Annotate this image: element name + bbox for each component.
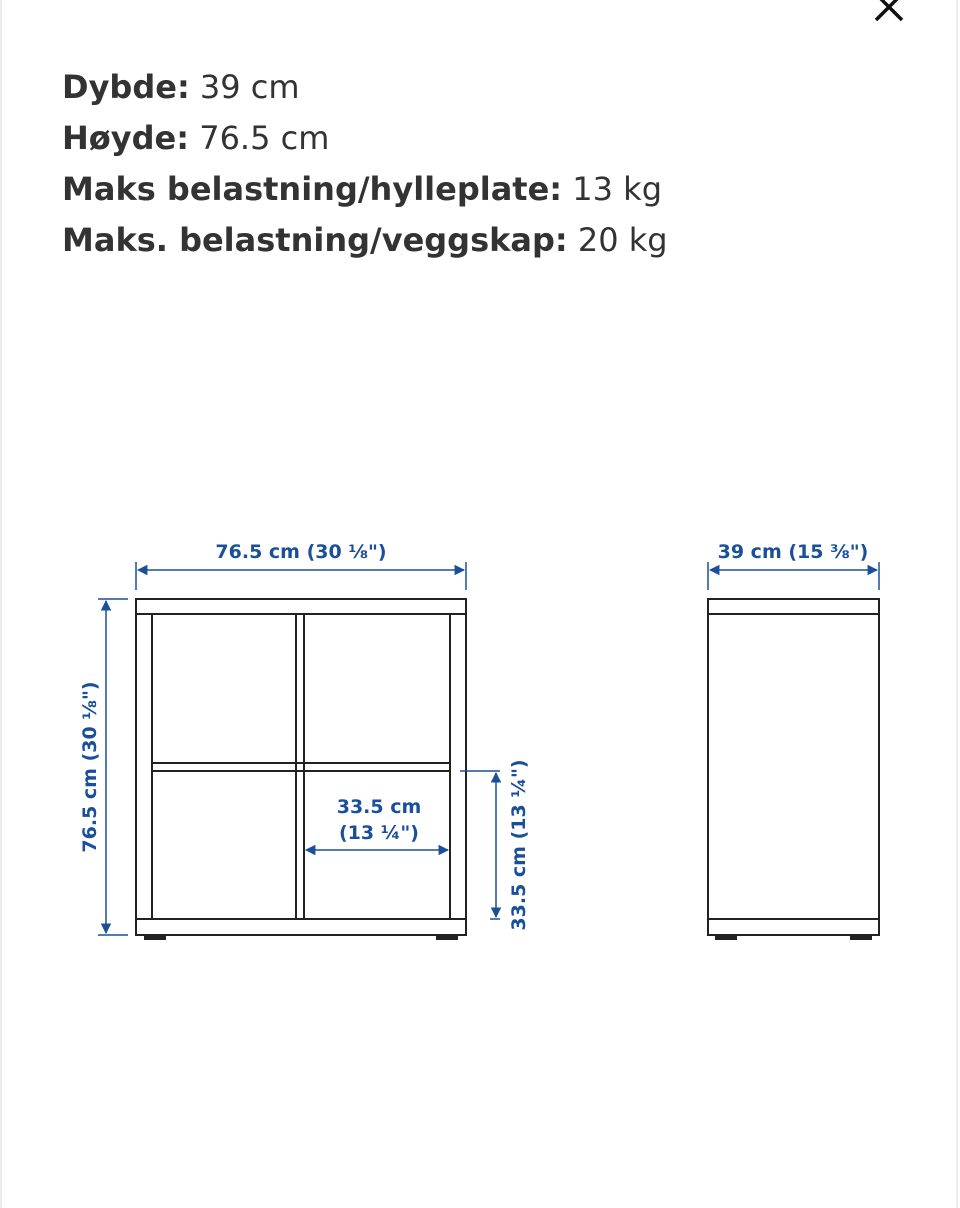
spec-value: 39 cm	[199, 68, 300, 106]
side-view-shelf	[708, 599, 879, 939]
spec-value: 20 kg	[577, 221, 668, 259]
compartment-width-label-line1: 33.5 cm	[336, 796, 422, 818]
specifications-list	[62, 62, 668, 266]
compartment-width-label-line2: (13 ¼")	[339, 822, 419, 844]
dimension-drawing	[0, 520, 960, 1080]
spec-value: 13 kg	[572, 170, 662, 208]
front-height-dimension	[98, 599, 128, 935]
spec-depth	[62, 62, 668, 113]
spec-value: 76.5 cm	[199, 119, 330, 157]
close-icon	[868, 0, 908, 26]
spec-label: Maks. belastning/veggskap:	[62, 221, 568, 259]
front-view-shelf	[136, 599, 466, 939]
close-button[interactable]	[868, 0, 908, 26]
spec-label: Maks belastning/hylleplate:	[62, 170, 563, 208]
spec-label: Høyde:	[62, 119, 190, 157]
front-width-label: 76.5 cm (30 ⅛")	[215, 541, 387, 563]
compartment-height-label: 33.5 cm (13 ¼")	[508, 759, 530, 931]
spec-label: Dybde:	[62, 68, 190, 106]
spec-max-load-wall	[62, 215, 668, 266]
side-depth-label: 39 cm (15 ⅜")	[717, 541, 869, 563]
front-height-label: 76.5 cm (30 ⅛")	[79, 681, 101, 853]
spec-max-load-shelf	[62, 164, 668, 215]
spec-height	[62, 113, 668, 164]
front-width-dimension	[136, 562, 466, 590]
side-depth-dimension	[708, 562, 879, 590]
